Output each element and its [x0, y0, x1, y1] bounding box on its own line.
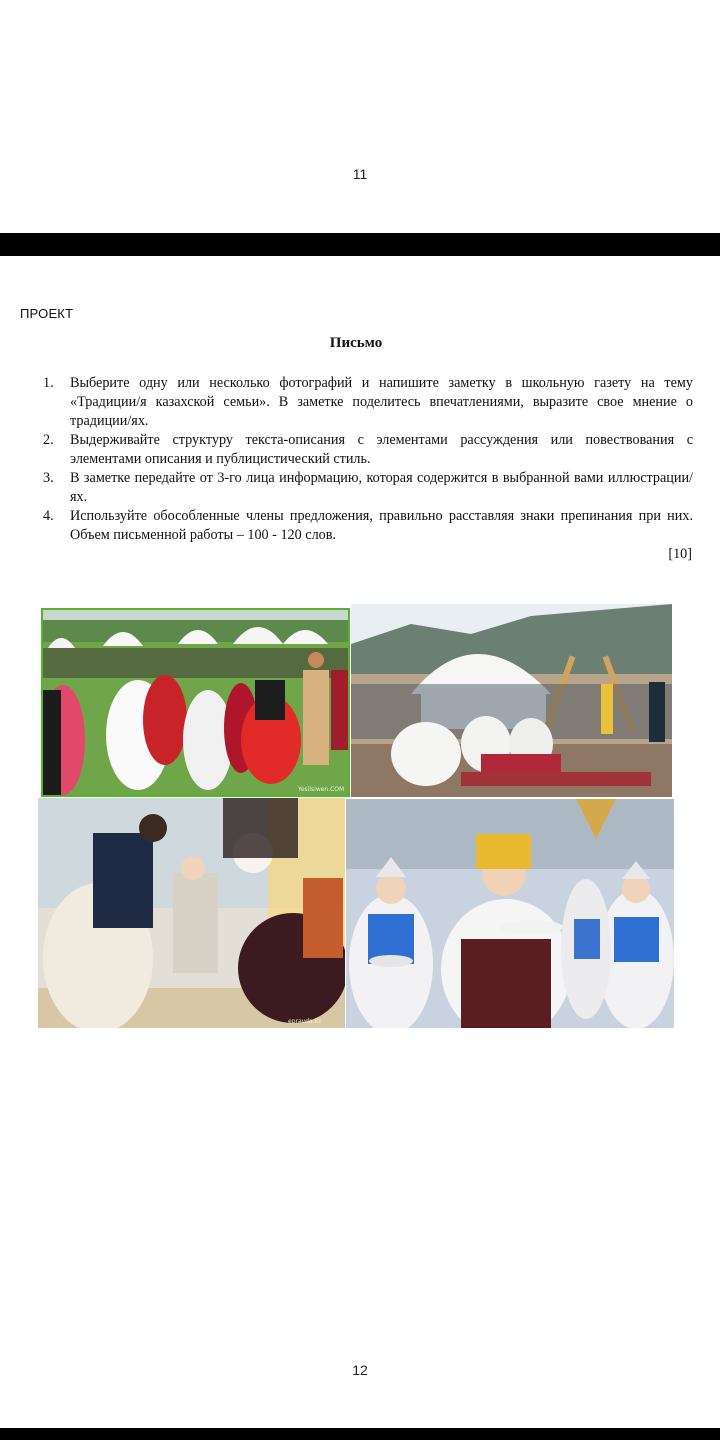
- page-divider: [0, 233, 720, 256]
- photo-yurt-ceremony-image: [351, 604, 672, 797]
- task-number: 1.: [43, 375, 54, 391]
- photo-first-steps-image: [38, 798, 345, 1028]
- photo-first-steps: [38, 798, 345, 1028]
- task-text: Выдерживайте структуру текста-описания с элементами рассуждения или повествования с элементами описания и публицистический стиль.: [70, 432, 693, 467]
- task-item: [43, 431, 693, 469]
- photo-festival-crowd: [41, 608, 350, 797]
- document-title: Письмо: [329, 335, 383, 351]
- page-divider-bottom: [0, 1428, 720, 1440]
- task-text: Выберите одну или несколько фотографий и напишите заметку в школьную газету на тему «Традиции/я казахской семьи». В заметке поделитесь впечатлениями, выразите свое мнение о традиции/ях.: [70, 375, 693, 429]
- task-list: [43, 374, 693, 545]
- task-number: 4.: [43, 508, 54, 524]
- photo-festival-crowd-image: [43, 610, 348, 795]
- page-number-top: 11: [352, 166, 368, 182]
- photo-traditional-dress: [346, 799, 674, 1028]
- task-number: 3.: [43, 470, 54, 486]
- task-item: [43, 469, 693, 507]
- task-text: В заметке передайте от 3-го лица информацию, которая содержится в выбранной вами иллюстрации/ях.: [70, 470, 693, 505]
- photo-watermark: Yesilsiwen.COM: [298, 786, 345, 793]
- task-item: [43, 374, 693, 431]
- photo-watermark: epravda.kz: [288, 1018, 322, 1025]
- page-number-bottom: 12: [352, 1362, 368, 1378]
- header-label: ПРОЕКТ: [20, 306, 74, 321]
- task-item: [43, 507, 693, 545]
- score-label: [10]: [668, 546, 692, 562]
- photo-traditional-dress-image: [346, 799, 674, 1028]
- task-number: 2.: [43, 432, 54, 448]
- task-text: Используйте обособленные члены предложения, правильно расставляя знаки препинания при них. Объем письменной работы – 100 - 120 слов.: [70, 508, 693, 543]
- photo-yurt-ceremony: [351, 604, 672, 797]
